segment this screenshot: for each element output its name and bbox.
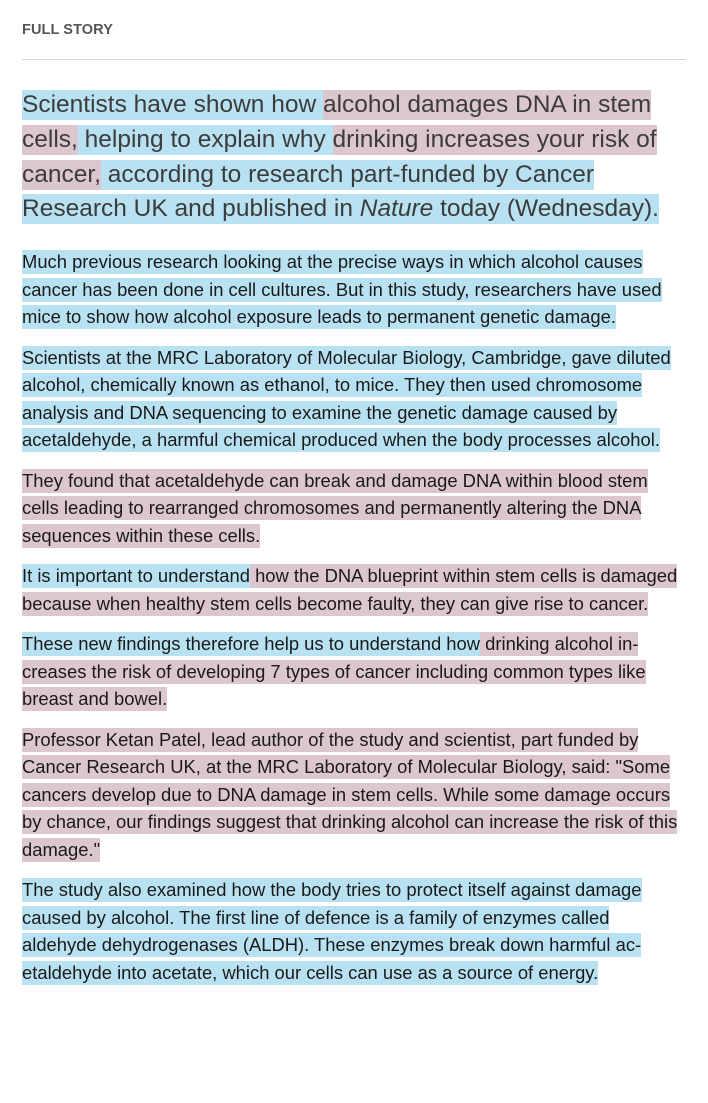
highlight-blue: according to research part-funded by Cancer Research UK and published in [22, 160, 594, 223]
highlight-pink: drinking increases your risk of cancer, [22, 125, 657, 188]
highlight-blue: helping to explain why [77, 125, 333, 153]
paragraph-6 [22, 726, 686, 864]
highlight-blue: today (Wednesday). [433, 195, 659, 223]
highlight-blue: Much previous research looking at the precise ways in which alcohol causes cancer has been done in cell cultures. But in this study, researchers have used mice to show how alcohol exposure leads to permanent genetic damage. [22, 251, 662, 328]
journal-name: Nature [359, 195, 434, 223]
section-label: FULL STORY [22, 22, 113, 38]
paragraph-2 [22, 344, 686, 454]
highlight-pink: Professor Ketan Patel, lead author of the study and scientist, part funded by Cancer Research UK, at the MRC Laboratory of Molecular Biology, said: "Some cancers develop due to DNA damage in stem cells. While some damage occurs by chance, our findings suggest that drinking alcohol can increase the risk of this damage." [22, 728, 678, 860]
paragraph-7 [22, 876, 686, 986]
article-body [22, 88, 686, 999]
divider [22, 59, 686, 60]
paragraph-3 [22, 467, 686, 550]
paragraph-1 [22, 248, 686, 331]
paragraph-4 [22, 562, 686, 617]
highlight-blue: It is important to understand [22, 565, 250, 587]
highlight-pink: They found that acetaldehyde can break and damage DNA within blood stem cells leading to rearranged chromosomes and permanently altering the DNA sequences within these cells. [22, 469, 648, 546]
highlight-pink: drinking alcohol increases the risk of developing 7 types of cancer including common types like breast and bowel. [22, 633, 646, 710]
highlight-blue: Scientists at the MRC Laboratory of Molecular Biology, Cambridge, gave diluted alcohol, chemically known as ethanol, to mice. They then used chromosome analysis and DNA sequencing to examine the genetic damage caused by acetaldehyde, a harmful chemical produced when the body processes alcohol. [22, 346, 671, 451]
lead-paragraph [22, 88, 686, 227]
highlight-pink: alcohol damages DNA in stem cells, [22, 91, 652, 153]
highlight-blue: These new findings therefore help us to understand how [22, 633, 481, 655]
highlight-blue: Scientists have shown how [22, 91, 323, 118]
highlight-blue: The study also examined how the body tries to protect itself against damage caused by alcohol. The first line of defence is a family of enzymes called aldehyde dehydrogenases (ALDH). These enzymes break down harmful acetaldehyde into acetate, which our cells can use as a source of energy. [22, 879, 642, 983]
paragraph-5 [22, 630, 686, 713]
highlight-pink: how the DNA blueprint within stem cells is damaged because when healthy stem cells become faulty, they can give rise to cancer. [22, 565, 678, 614]
